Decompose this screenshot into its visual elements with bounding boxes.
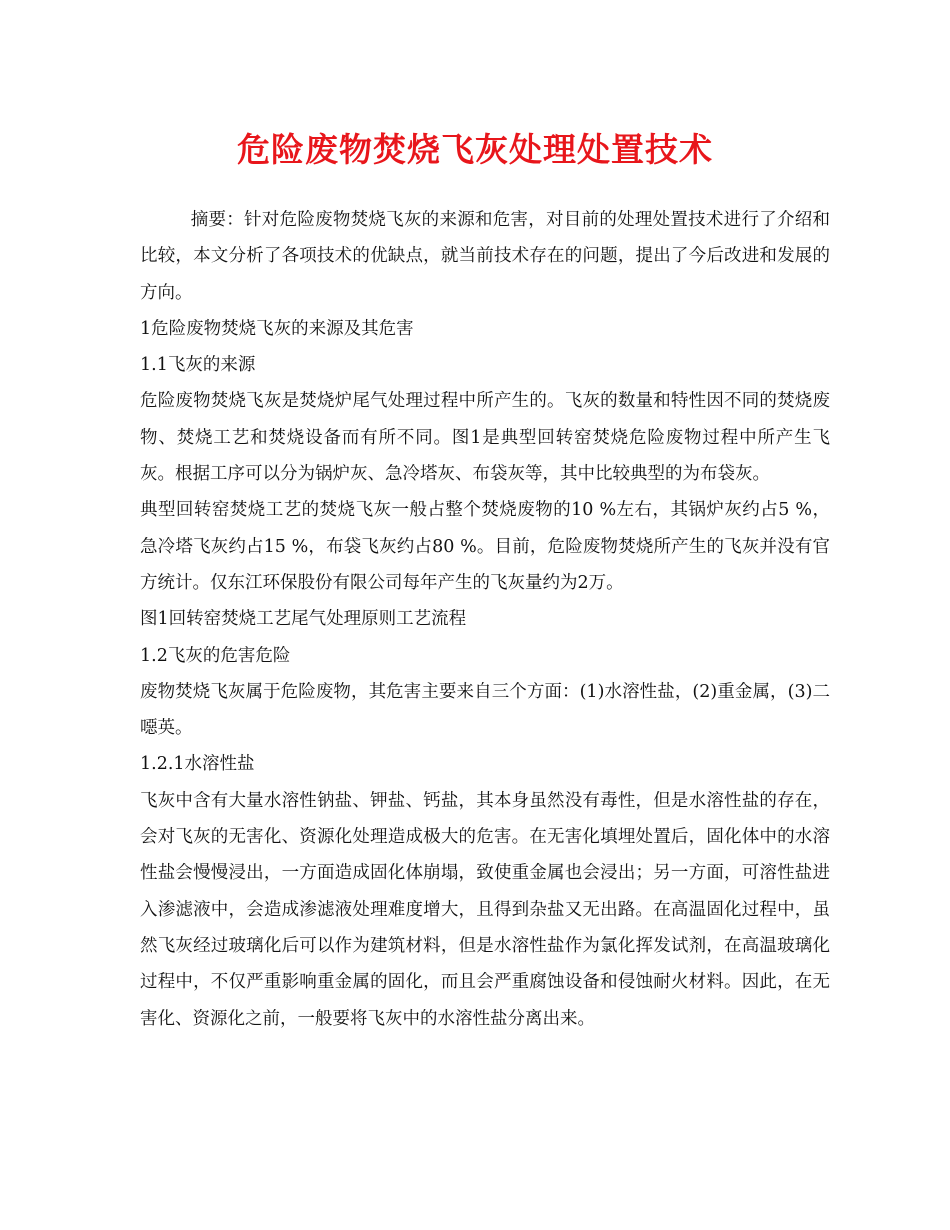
document-body — [140, 202, 830, 1037]
body-paragraph: 典型回转窑焚烧工艺的焚烧飞灰一般占整个焚烧废物的10 %左右，其锅炉灰约占5 %，急冷塔飞灰约占15 %，布袋飞灰约占80 %。目前，危险废物焚烧所产生的飞灰并没有官方统计。仅东江环保股份有限公司每年产生的飞灰量约为2万。 — [140, 500, 830, 593]
subsection-heading-1-2: 1.2飞灰的危害危险 — [140, 645, 291, 666]
section-heading-1: 1危险废物焚烧飞灰的来源及其危害 — [140, 318, 414, 339]
body-paragraph: 飞灰中含有大量水溶性钠盐、钾盐、钙盐，其本身虽然没有毒性，但是水溶性盐的存在，会对飞灰的无害化、资源化处理造成极大的危害。在无害化填埋处置后，固化体中的水溶性盐会慢慢浸出，一方面造成固化体崩塌，致使重金属也会浸出；另一方面，可溶性盐进入渗滤液中，会造成渗滤液处理难度增大，且得到杂盐又无出路。在高温固化过程中，虽然飞灰经过玻璃化后可以作为建筑材料，但是水溶性盐作为氯化挥发试剂，在高温玻璃化过程中，不仅严重影响重金属的固化，而且会严重腐蚀设备和侵蚀耐火材料。因此，在无害化、资源化之前，一般要将飞灰中的水溶性盐分离出来。 — [140, 790, 830, 1029]
body-paragraph: 废物焚烧飞灰属于危险废物，其危害主要来自三个方面：(1)水溶性盐，(2)重金属，(3)二噁英。 — [140, 681, 830, 739]
document-title: 危险废物焚烧飞灰处理处置技术 — [237, 130, 713, 169]
subsubsection-heading-1-2-1: 1.2.1水溶性盐 — [140, 754, 255, 775]
abstract-paragraph: 摘要：针对危险废物焚烧飞灰的来源和危害，对目前的处理处置技术进行了介绍和比较，本文分析了各项技术的优缺点，就当前技术存在的问题，提出了今后改进和发展的方向。 — [140, 210, 830, 303]
figure-caption: 图1回转窑焚烧工艺尾气处理原则工艺流程 — [140, 609, 467, 630]
body-paragraph: 危险废物焚烧飞灰是焚烧炉尾气处理过程中所产生的。飞灰的数量和特性因不同的焚烧废物、焚烧工艺和焚烧设备而有所不同。图1是典型回转窑焚烧危险废物过程中所产生飞灰。根据工序可以分为锅炉灰、急冷塔灰、布袋灰等，其中比较典型的为布袋灰。 — [140, 391, 830, 485]
subsection-heading-1-1: 1.1飞灰的来源 — [140, 355, 256, 376]
